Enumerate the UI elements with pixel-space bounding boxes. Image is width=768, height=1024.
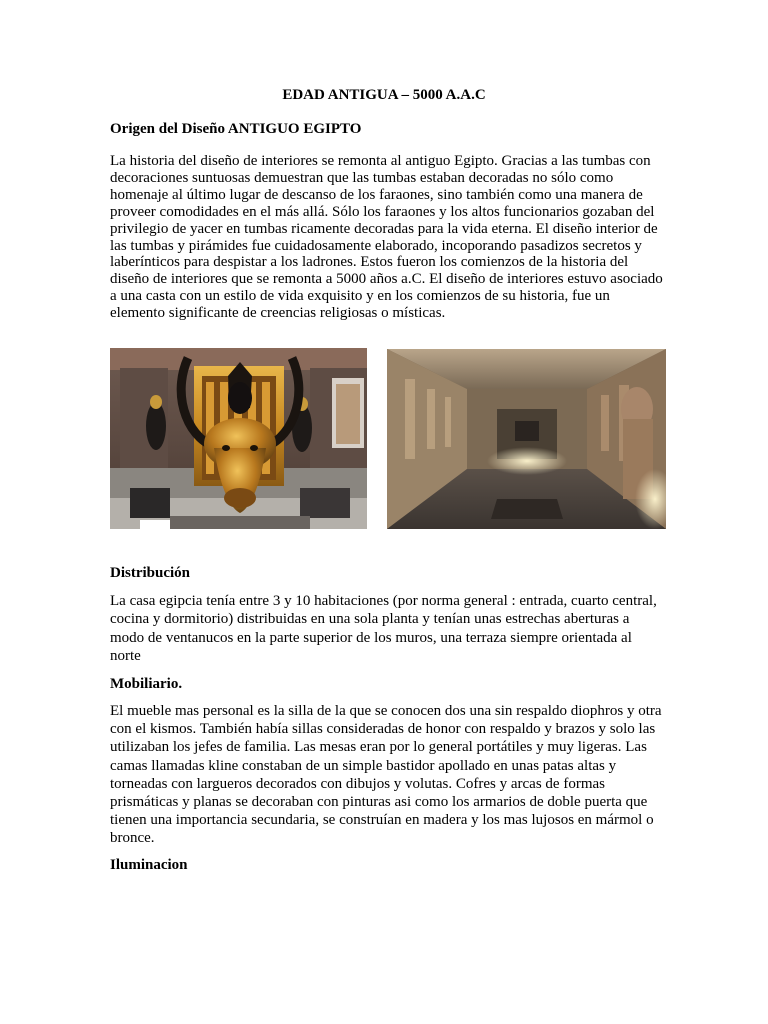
document-title: EDAD ANTIGUA – 5000 A.A.C [282, 87, 486, 103]
section-heading-mobiliario: Mobiliario. [110, 676, 183, 692]
tomb-corridor-illustration [387, 349, 666, 529]
section-heading-distribucion: Distribución [110, 565, 191, 581]
golden-bull-head-illustration [110, 348, 367, 529]
intro-paragraph: La historia del diseño de interiores se remonta al antiguo Egipto. Gracias a las tumbas con decoraciones suntuosas demuestran que las tumbas estaban decoradas no sólo como homenaje al último lugar de descanso de los faraones, sino también como una manera de proveer comodidades en el más allá. Sólo los faraones y los altos funcionarios gozaban del privilegio de yacer en tumbas ricamente decoradas para la vida eterna. El diseño interior de las tumbas y pirámides fue cuidadosamente elaborado, incoporando pasadizos secretos y laberínticos para despistar a los ladrones. Estos fueron los comienzos de la historia del diseño de interiores que se remonta a 5000 años a.C. El diseño de interiores estuvo asociado a una casta con un estilo de vida exquisito y en los comienzos de su historia, fue un elemento significante de creencias religiosas o místicas. [110, 153, 663, 322]
tomb-corridor-photo [387, 349, 666, 529]
section-body-mobiliario: El mueble mas personal es la silla de la que se conocen dos una sin respaldo diophros y otra con el kismos. También había sillas consideradas de honor con respaldo y brazos y solo las utilizaban los jefes de familia. Las mesas eran por lo general portátiles y muy ligeras. Las camas llamadas kline constaban de un simple bastidor apollado en unas patas altas y torneadas con largueros decorados con dibujos y volutas. Cofres y arcas de formas prismáticas y planas se decoraban con pinturas asi como los armarios de doble puerta que tienen una importancia secundaria, se construían en madera y los mas lujosos en mármol o bronce. [110, 703, 662, 847]
golden-bull-head-photo [110, 348, 367, 529]
section-body-distribucion: La casa egipcia tenía entre 3 y 10 habitaciones (por norma general : entrada, cuarto central, cocina y dormitorio) distribuidas en una sola planta y tenían unas estrechas aberturas a modo de ventanucos en la parte superior de los muros, una terraza siempre orientada al norte [110, 593, 657, 664]
document-subtitle: Origen del Diseño ANTIGUO EGIPTO [110, 121, 362, 137]
section-heading-iluminacion: Iluminacion [110, 857, 188, 873]
